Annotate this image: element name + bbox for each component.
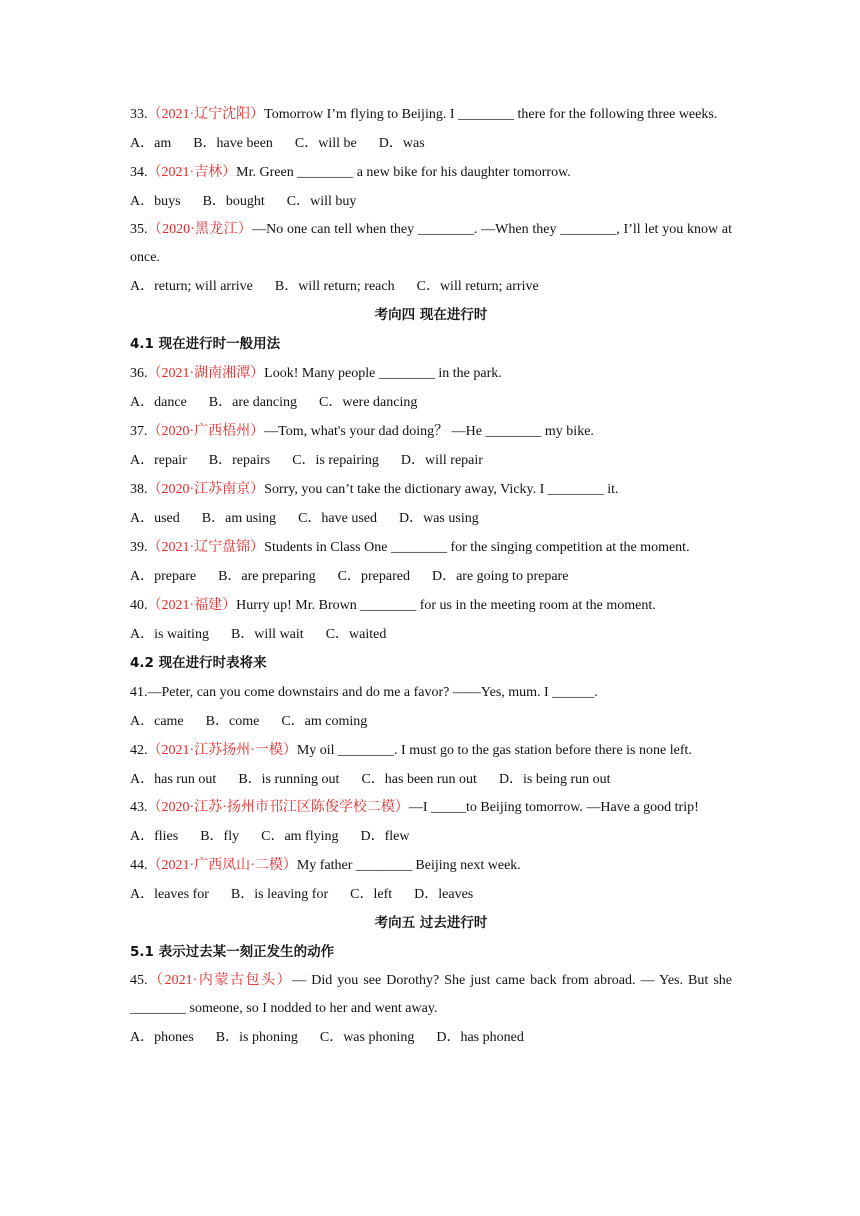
subsection-heading: 4.1 现在进行时一般用法	[130, 336, 281, 352]
answer-option: B．is leaving for	[230, 887, 329, 902]
question-text: —Peter, can you come downstairs and do me a favor? ——Yes, mum. I ______.	[147, 685, 598, 700]
answer-options	[130, 129, 732, 158]
answer-option: B．will wait	[230, 627, 304, 642]
question-text: Hurry up! Mr. Brown ________ for us in the meeting room at the moment.	[236, 598, 656, 613]
question-number: 36.	[130, 366, 148, 381]
question-number: 35.	[130, 222, 148, 237]
answer-option: C．am coming	[281, 714, 368, 729]
answer-options	[130, 562, 732, 591]
answer-option: C．have used	[298, 511, 377, 526]
question-text: Tomorrow I’m flying to Beijing. I ________ there for the following three weeks.	[264, 107, 718, 122]
question-number: 38.	[130, 482, 148, 497]
question-number: 33.	[130, 107, 148, 122]
answer-option: A．return; will arrive	[130, 279, 253, 294]
answer-option: D．has phoned	[436, 1030, 524, 1045]
answer-option: B．are dancing	[208, 395, 298, 410]
question-text: Sorry, you can’t take the dictionary away, Vicky. I ________ it.	[264, 482, 619, 497]
answer-option: D．flew	[360, 829, 410, 844]
answer-option: C．was phoning	[319, 1030, 415, 1045]
question-source: （2021·吉林）	[147, 165, 237, 180]
answer-option: A．dance	[130, 395, 187, 410]
subsection-heading: 4.2 现在进行时表将来	[130, 655, 267, 671]
question-text: Look! Many people ________ in the park.	[264, 366, 502, 381]
question-number: 45.	[130, 973, 148, 988]
answer-option: C．left	[350, 887, 393, 902]
section-heading: 考向四 现在进行时	[374, 307, 488, 323]
question-text: — Did you see Dorothy? She just came back from abroad. — Yes. But she ________ someone, so I nodded to her and went away.	[130, 973, 732, 1016]
question	[130, 359, 732, 388]
question-number: 34.	[130, 165, 148, 180]
question-source: （2021·内蒙古包头）	[147, 973, 293, 988]
answer-option: D．are going to prepare	[431, 569, 569, 584]
answer-option: D．is being run out	[498, 772, 611, 787]
question-number: 44.	[130, 858, 148, 873]
question-source: （2020·广西梧州）	[147, 424, 265, 439]
subsection-heading: 5.1 表示过去某一刻正发生的动作	[130, 944, 335, 960]
answer-option: B．bought	[202, 194, 265, 209]
question	[130, 967, 732, 1023]
question	[130, 794, 732, 822]
answer-option: A．repair	[130, 453, 187, 468]
answer-option: A．buys	[130, 194, 181, 209]
answer-option: C．is repairing	[292, 453, 379, 468]
question-number: 37.	[130, 424, 148, 439]
answer-option: C．will return; arrive	[416, 279, 539, 294]
answer-option: D．was using	[399, 511, 479, 526]
answer-option: B．are preparing	[218, 569, 316, 584]
question	[130, 417, 732, 446]
answer-option: B．have been	[193, 136, 273, 151]
answer-options	[130, 504, 732, 533]
answer-option: B．will return; reach	[274, 279, 395, 294]
answer-option: C．prepared	[337, 569, 410, 584]
answer-options	[130, 822, 732, 851]
question	[130, 101, 732, 129]
exercise-list	[130, 101, 732, 1052]
question-text: My father ________ Beijing next week.	[296, 858, 521, 873]
question	[130, 678, 732, 707]
section-heading: 考向五 过去进行时	[374, 915, 488, 931]
question-text: Students in Class One ________ for the singing competition at the moment.	[264, 540, 690, 555]
question-source: （2021·湖南湘潭）	[147, 366, 265, 381]
answer-option: A．has run out	[130, 772, 217, 787]
question-source: （2021·福建）	[147, 598, 237, 613]
answer-option: C．were dancing	[319, 395, 418, 410]
answer-option: B．come	[205, 714, 260, 729]
question-text: My oil ________. I must go to the gas station before there is none left.	[296, 743, 692, 758]
question-text: Mr. Green ________ a new bike for his daughter tomorrow.	[236, 165, 571, 180]
answer-options	[130, 707, 732, 736]
answer-option: D．was	[378, 136, 425, 151]
answer-option: C．am flying	[261, 829, 339, 844]
question	[130, 216, 732, 272]
answer-option: B．fly	[200, 829, 240, 844]
answer-option: A．phones	[130, 1030, 194, 1045]
answer-option: D．leaves	[414, 887, 474, 902]
answer-option: B．is running out	[238, 772, 340, 787]
answer-option: A．am	[130, 136, 172, 151]
question-source: （2020·江苏南京）	[147, 482, 265, 497]
answer-options	[130, 187, 732, 216]
answer-option: C．will be	[294, 136, 357, 151]
question-number: 41.	[130, 685, 148, 700]
question-text: —I _____to Beijing tomorrow. —Have a good trip!	[408, 800, 699, 815]
answer-options	[130, 446, 732, 475]
question-source: （2021·广西凤山·二模）	[147, 858, 297, 873]
answer-options	[130, 880, 732, 909]
answer-option: B．am using	[201, 511, 277, 526]
answer-option: B．repairs	[208, 453, 271, 468]
question-source: （2021·辽宁盘锦）	[147, 540, 265, 555]
answer-options	[130, 388, 732, 417]
question	[130, 736, 732, 765]
answer-option: C．will buy	[286, 194, 357, 209]
question	[130, 475, 732, 504]
question-source: （2021·江苏扬州·一模）	[147, 743, 297, 758]
question-text: —Tom, what's your dad doing？ —He ________ my bike.	[264, 424, 594, 439]
question-number: 43.	[130, 800, 148, 815]
answer-option: A．is waiting	[130, 627, 209, 642]
answer-option: A．flies	[130, 829, 179, 844]
answer-options	[130, 1023, 732, 1052]
answer-option: A．used	[130, 511, 180, 526]
question-number: 40.	[130, 598, 148, 613]
answer-option: B．is phoning	[215, 1030, 298, 1045]
question-number: 39.	[130, 540, 148, 555]
question-number: 42.	[130, 743, 148, 758]
question-text: —No one can tell when they ________. —When they ________, I’ll let you know at once.	[130, 222, 732, 265]
answer-options	[130, 620, 732, 649]
answer-options	[130, 272, 732, 301]
answer-option: D．will repair	[400, 453, 483, 468]
answer-options	[130, 765, 732, 794]
question	[130, 851, 732, 880]
answer-option: A．prepare	[130, 569, 197, 584]
answer-option: A．came	[130, 714, 184, 729]
question	[130, 591, 732, 620]
answer-option: A．leaves for	[130, 887, 209, 902]
question-source: （2020·江苏·扬州市邗江区陈俊学校二模）	[147, 800, 409, 815]
question	[130, 158, 732, 187]
question-source: （2021·辽宁沈阳）	[147, 107, 265, 122]
question-source: （2020·黑龙江）	[147, 222, 253, 237]
question	[130, 533, 732, 562]
answer-option: C．waited	[325, 627, 387, 642]
answer-option: C．has been run out	[361, 772, 477, 787]
